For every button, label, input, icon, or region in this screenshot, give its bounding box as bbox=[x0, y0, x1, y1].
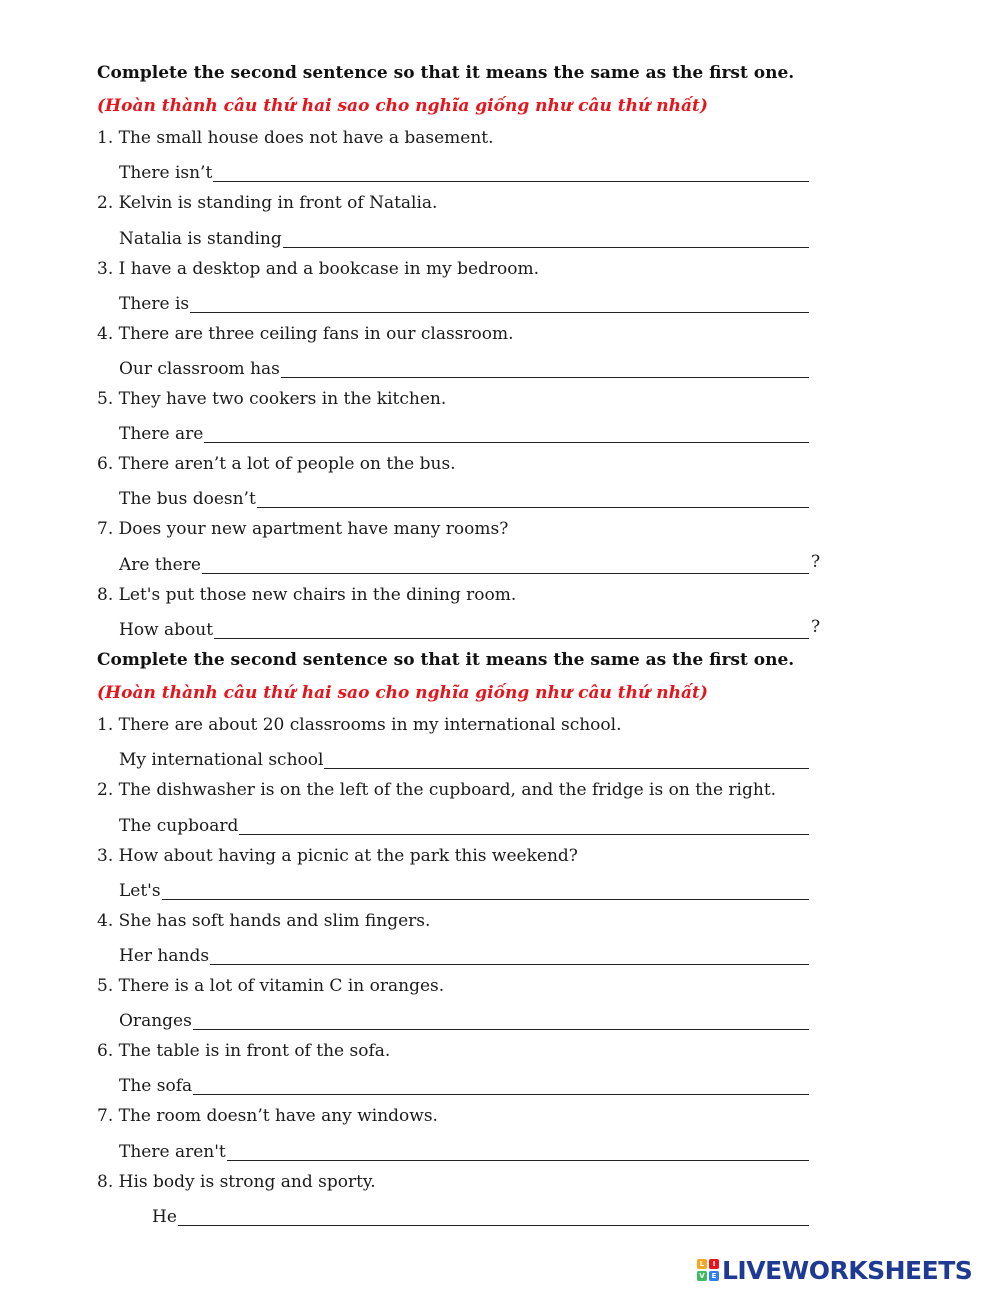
answer-line bbox=[97, 938, 809, 971]
question-sentence: 7. Does your new apartment have many rooms? bbox=[97, 519, 509, 540]
answer-line bbox=[97, 808, 809, 841]
logo-tile: V bbox=[697, 1271, 707, 1281]
answer-blank[interactable] bbox=[214, 618, 809, 639]
answer-prompt: Her hands bbox=[119, 945, 210, 966]
answer-blank[interactable] bbox=[210, 944, 809, 965]
answer-blank[interactable] bbox=[281, 357, 809, 378]
question-sentence: 2. Kelvin is standing in front of Natalia. bbox=[97, 193, 438, 214]
answer-line bbox=[97, 221, 809, 254]
question-sentence: 5. There is a lot of vitamin C in oranges. bbox=[97, 975, 445, 996]
answer-line bbox=[97, 612, 821, 645]
answer-line bbox=[97, 743, 809, 776]
answer-blank[interactable] bbox=[227, 1140, 809, 1161]
answer-prompt: The sofa bbox=[119, 1076, 193, 1097]
answer-line bbox=[97, 1004, 809, 1037]
answer-prompt: The bus doesn’t bbox=[119, 489, 256, 510]
instruction-heading: Complete the second sentence so that it means the same as the first one. bbox=[97, 63, 795, 83]
instruction-translation: (Hoàn thành câu thứ hai sao cho nghĩa giống như câu thứ nhất) bbox=[97, 95, 708, 116]
answer-blank[interactable] bbox=[178, 1205, 809, 1226]
answer-prompt: There aren't bbox=[119, 1141, 226, 1162]
answer-line bbox=[97, 1069, 809, 1102]
logo-icon bbox=[697, 1259, 719, 1281]
question-sentence: 3. I have a desktop and a bookcase in my bedroom. bbox=[97, 258, 540, 279]
answer-prompt: There is bbox=[119, 293, 190, 314]
question-sentence: 1. The small house does not have a basement. bbox=[97, 128, 494, 149]
answer-prompt: Let's bbox=[119, 880, 161, 901]
question-mark: ? bbox=[811, 551, 821, 572]
answer-prompt: Oranges bbox=[119, 1011, 192, 1032]
question-sentence: 5. They have two cookers in the kitchen. bbox=[97, 388, 447, 409]
question-sentence: 2. The dishwasher is on the left of the cupboard, and the fridge is on the right. bbox=[97, 780, 777, 801]
liveworksheets-logo bbox=[697, 1255, 972, 1285]
answer-blank[interactable] bbox=[193, 1009, 809, 1030]
answer-blank[interactable] bbox=[193, 1074, 809, 1095]
logo-tile: I bbox=[709, 1259, 719, 1269]
answer-line bbox=[97, 156, 809, 189]
instruction-translation: (Hoàn thành câu thứ hai sao cho nghĩa giống như câu thứ nhất) bbox=[97, 682, 708, 703]
instruction-heading: Complete the second sentence so that it means the same as the first one. bbox=[97, 650, 795, 670]
question-sentence: 1. There are about 20 classrooms in my international school. bbox=[97, 715, 622, 736]
answer-prompt: How about bbox=[119, 619, 214, 640]
answer-prompt: Natalia is standing bbox=[119, 228, 282, 249]
answer-prompt: Are there bbox=[119, 554, 201, 575]
answer-blank[interactable] bbox=[213, 161, 809, 182]
answer-line bbox=[97, 1199, 809, 1232]
answer-blank[interactable] bbox=[190, 292, 809, 313]
answer-blank[interactable] bbox=[202, 553, 809, 574]
answer-blank[interactable] bbox=[204, 422, 809, 443]
answer-prompt: The cupboard bbox=[119, 815, 239, 836]
answer-blank[interactable] bbox=[283, 227, 809, 248]
answer-prompt: Our classroom has bbox=[119, 358, 280, 379]
answer-line bbox=[97, 351, 809, 384]
answer-line bbox=[97, 873, 809, 906]
question-sentence: 4. She has soft hands and slim fingers. bbox=[97, 910, 431, 931]
question-sentence: 8. His body is strong and sporty. bbox=[97, 1171, 376, 1192]
question-sentence: 4. There are three ceiling fans in our classroom. bbox=[97, 323, 514, 344]
logo-tile: L bbox=[697, 1259, 707, 1269]
answer-line bbox=[97, 286, 809, 319]
answer-prompt: He bbox=[152, 1206, 177, 1227]
question-sentence: 6. There aren’t a lot of people on the bus. bbox=[97, 454, 456, 475]
answer-line bbox=[97, 1134, 809, 1167]
answer-blank[interactable] bbox=[257, 487, 809, 508]
question-sentence: 7. The room doesn’t have any windows. bbox=[97, 1106, 438, 1127]
answer-prompt: There are bbox=[119, 424, 204, 445]
question-mark: ? bbox=[811, 617, 821, 638]
answer-blank[interactable] bbox=[324, 748, 809, 769]
exercise-section-2 bbox=[97, 645, 827, 1232]
answer-prompt: My international school bbox=[119, 750, 324, 771]
logo-wordmark: LIVEWORKSHEETS bbox=[722, 1255, 973, 1285]
question-sentence: 8. Let's put those new chairs in the dining room. bbox=[97, 584, 517, 605]
answer-blank[interactable] bbox=[162, 879, 809, 900]
answer-blank[interactable] bbox=[239, 814, 809, 835]
question-sentence: 3. How about having a picnic at the park this weekend? bbox=[97, 845, 578, 866]
logo-tile: E bbox=[709, 1271, 719, 1281]
answer-line bbox=[97, 417, 809, 450]
question-sentence: 6. The table is in front of the sofa. bbox=[97, 1041, 391, 1062]
exercise-section-1 bbox=[97, 58, 827, 645]
answer-line bbox=[97, 482, 809, 515]
answer-prompt: There isn’t bbox=[119, 163, 213, 184]
answer-line bbox=[97, 547, 821, 580]
